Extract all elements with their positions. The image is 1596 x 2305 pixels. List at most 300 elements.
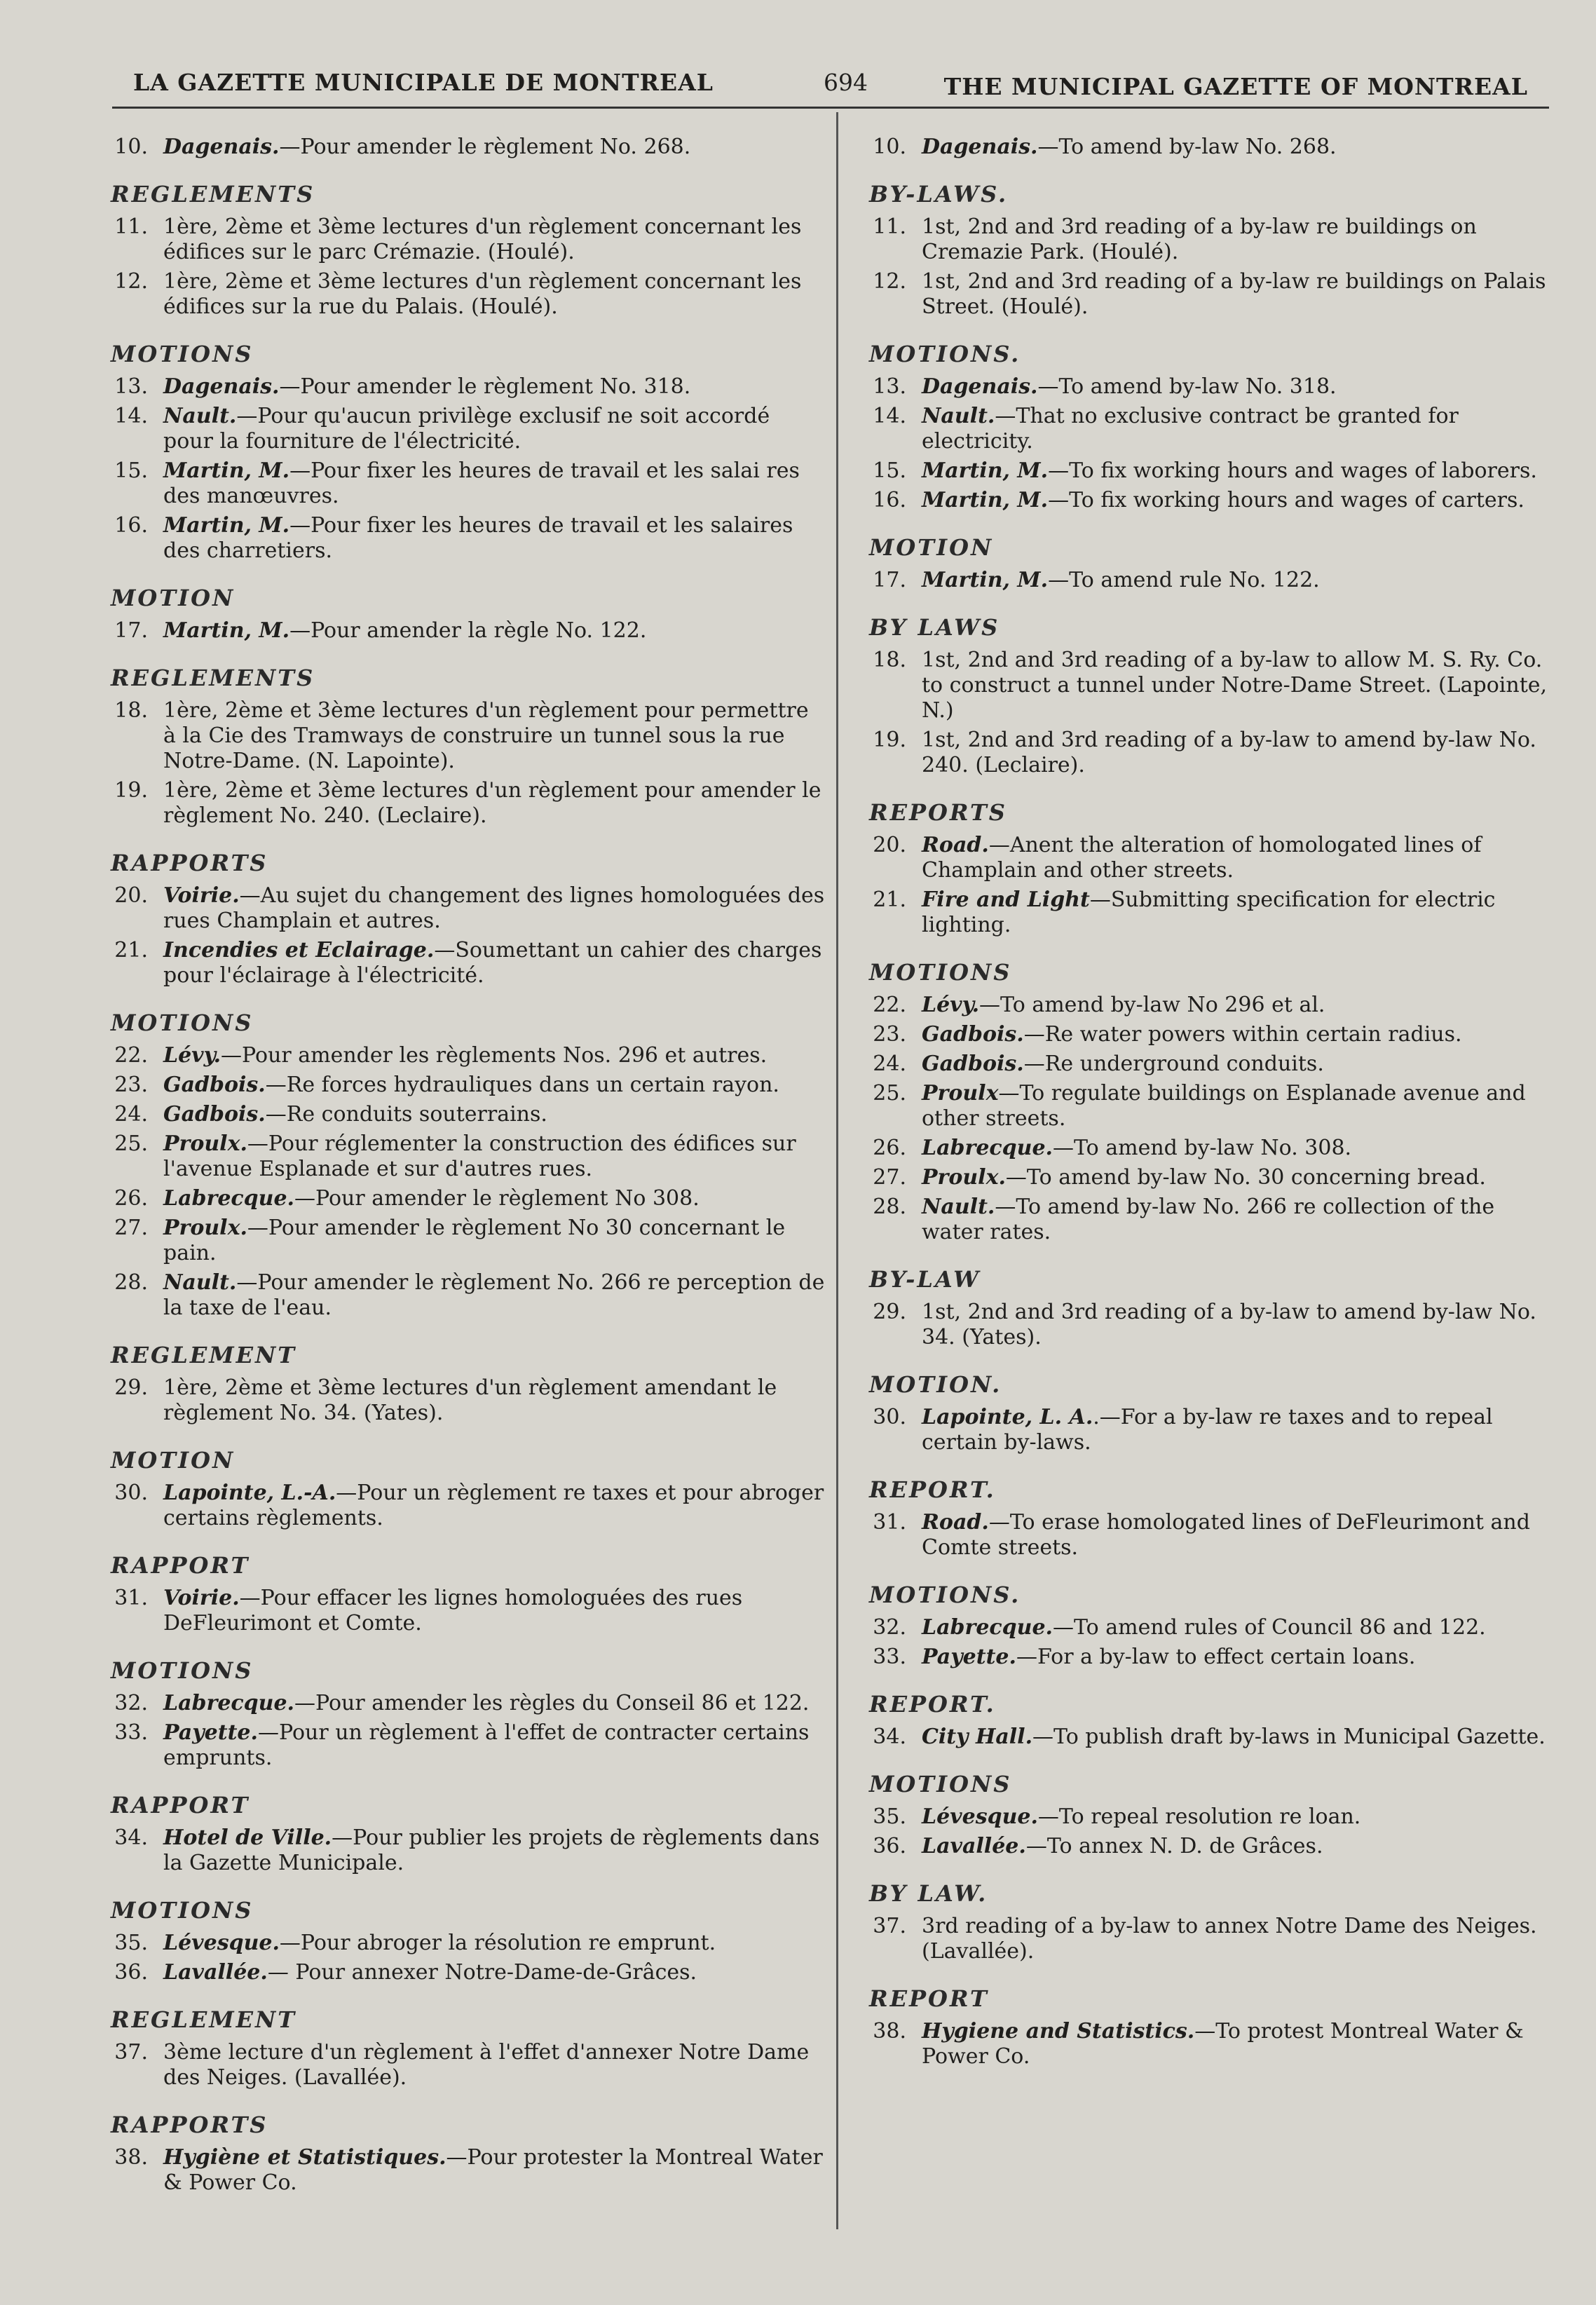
agenda-item [90, 1131, 826, 1182]
item-description: —Re forces hydrauliques dans un certain rayon. [265, 1073, 779, 1097]
section-heading: REGLEMENT [111, 2006, 297, 2033]
header-rule [112, 107, 1549, 109]
item-description: —To amend by-law No. 266 re collection of the water rates. [922, 1195, 1495, 1244]
agenda-item [90, 778, 826, 829]
item-number: 19. [114, 778, 148, 803]
item-mover: Hotel de Ville. [163, 1825, 332, 1850]
item-text [922, 1405, 1556, 1455]
item-mover: Payette. [922, 1645, 1016, 1669]
item-text [922, 1136, 1556, 1161]
item-description: —Pour un règlement re taxes et pour abroger certains règlements. [163, 1481, 824, 1530]
item-text [922, 728, 1556, 778]
item-mover: Lévy. [163, 1043, 221, 1068]
item-number: 38. [873, 2019, 906, 2044]
item-text [163, 778, 826, 829]
agenda-item [90, 1931, 826, 1956]
agenda-item [848, 1165, 1556, 1190]
item-number: 22. [873, 993, 906, 1017]
agenda-item [848, 1136, 1556, 1161]
item-number: 36. [114, 1960, 148, 1985]
item-description: —Pour amender le règlement No 308. [294, 1186, 700, 1211]
item-mover: Lapointe, L.-A. [163, 1481, 336, 1505]
agenda-item [848, 2019, 1556, 2069]
section-heading: MOTION [869, 534, 994, 561]
agenda-item [90, 1691, 826, 1716]
item-text [163, 1481, 826, 1531]
item-description: —Re conduits souterrains. [265, 1102, 547, 1127]
item-description: —To protest Montreal Water & Power Co. [922, 2019, 1524, 2069]
item-description: —Pour amender le règlement No. 318. [279, 374, 691, 399]
section-heading: MOTIONS [111, 1009, 254, 1036]
item-number: 18. [873, 648, 906, 672]
agenda-item [90, 698, 826, 774]
item-mover: Dagenais. [163, 135, 280, 159]
item-number: 21. [873, 888, 906, 912]
item-number: 15. [114, 458, 148, 483]
section-heading: MOTIONS. [869, 1582, 1021, 1608]
item-number: 22. [114, 1043, 148, 1068]
agenda-item [90, 404, 826, 454]
agenda-item [848, 135, 1556, 160]
item-mover: City Hall. [922, 1725, 1033, 1749]
item-number: 37. [873, 1914, 906, 1938]
item-description: —Pour amender le règlement No. 266 re perception de la taxe de l'eau. [163, 1270, 825, 1320]
item-number: 32. [873, 1615, 906, 1640]
column-divider [836, 112, 838, 2229]
item-mover: Labrecque. [163, 1186, 294, 1211]
agenda-item [90, 1586, 826, 1636]
item-text [922, 1615, 1556, 1640]
section-heading: MOTIONS [111, 1657, 254, 1684]
item-text [922, 1165, 1556, 1190]
item-description: —Pour protester la Montreal Water & Power Co. [163, 2145, 823, 2195]
item-mover: Lévesque. [922, 1804, 1038, 1829]
section-heading: MOTIONS [869, 959, 1012, 986]
item-mover: Voirie. [163, 883, 240, 908]
item-description: 3ème lecture d'un règlement à l'effet d'annexer Notre Dame des Neiges. (Lavallée). [163, 2040, 810, 2090]
item-number: 10. [873, 135, 906, 159]
item-mover: Lavallée. [922, 1834, 1026, 1858]
item-mover: Dagenais. [922, 374, 1038, 399]
item-description: —Pour qu'aucun privilège exclusif ne soit accordé pour la fourniture de l'électricité. [163, 404, 770, 454]
item-description: .—For a by-law re taxes and to repeal certain by-laws. [922, 1405, 1493, 1455]
agenda-item [848, 1081, 1556, 1131]
agenda-item [90, 1270, 826, 1321]
item-description: —Pour fixer les heures de travail et les salaires des charretiers. [163, 513, 793, 563]
item-text [163, 1270, 826, 1321]
item-text [163, 698, 826, 774]
item-description: —Pour amender les règlements Nos. 296 et autres. [221, 1043, 768, 1068]
agenda-item [90, 883, 826, 934]
item-description: —Pour amender le règlement No 30 concernant le pain. [163, 1216, 786, 1265]
item-mover: Nault. [922, 404, 995, 428]
item-description: 1ère, 2ème et 3ème lectures d'un règlement concernant les édifices sur le parc Crémazie. (Houlé). [163, 215, 802, 264]
item-text [163, 2040, 826, 2090]
agenda-item [90, 1960, 826, 1985]
item-mover: Proulx. [163, 1131, 247, 1156]
item-number: 25. [873, 1081, 906, 1106]
item-text [922, 1300, 1556, 1350]
item-text [922, 488, 1556, 513]
agenda-item [90, 1043, 826, 1068]
item-text [922, 135, 1556, 160]
agenda-item [90, 1720, 826, 1771]
item-mover: Proulx [922, 1081, 999, 1106]
item-description: 1ère, 2ème et 3ème lectures d'un règlement pour permettre à la Cie des Tramways de construire un tunnel sous la rue Notre-Dame. (N. Lapointe). [163, 698, 809, 773]
item-number: 20. [114, 883, 148, 908]
item-description: —Submitting specification for electric lighting. [922, 888, 1496, 937]
item-number: 31. [114, 1586, 148, 1610]
item-description: —To regulate buildings on Esplanade avenue and other streets. [922, 1081, 1526, 1131]
item-number: 21. [114, 938, 148, 963]
section-heading: REPORT [869, 1985, 989, 2012]
item-number: 23. [114, 1073, 148, 1097]
agenda-item [90, 1825, 826, 1876]
item-description: —Pour amender la règle No. 122. [289, 618, 647, 643]
item-mover: Nault. [163, 404, 237, 428]
section-heading: REPORT. [869, 1476, 996, 1503]
item-mover: Gadbois. [163, 1102, 266, 1127]
item-mover: Martin, M. [922, 568, 1049, 592]
item-description: —Pour effacer les lignes homologuées des rues DeFleurimont et Comte. [163, 1586, 743, 1636]
item-number: 13. [873, 374, 906, 399]
item-number: 35. [873, 1804, 906, 1829]
item-number: 37. [114, 2040, 148, 2065]
item-text [163, 1586, 826, 1636]
section-heading: REGLEMENTS [111, 665, 315, 691]
section-heading: REGLEMENT [111, 1342, 297, 1368]
item-mover: Hygiène et Statistiques. [163, 2145, 446, 2170]
agenda-item [848, 1510, 1556, 1561]
agenda-item [848, 1725, 1556, 1750]
agenda-item [848, 269, 1556, 320]
item-number: 16. [873, 488, 906, 512]
agenda-item [848, 833, 1556, 883]
agenda-item [90, 938, 826, 988]
item-number: 36. [873, 1834, 906, 1858]
item-number: 27. [114, 1216, 148, 1240]
section-heading: BY LAWS [869, 614, 1000, 641]
item-description: —Pour publier les projets de règlements dans la Gazette Municipale. [163, 1825, 820, 1875]
item-text [922, 888, 1556, 938]
header-title-english: THE MUNICIPAL GAZETTE OF MONTREAL [943, 73, 1528, 100]
item-description: — Pour annexer Notre-Dame-de-Grâces. [267, 1960, 697, 1985]
item-description: 1st, 2nd and 3rd reading of a by-law to amend by-law No. 34. (Yates). [922, 1300, 1536, 1349]
item-number: 17. [114, 618, 148, 643]
item-number: 33. [114, 1720, 148, 1745]
agenda-item [848, 374, 1556, 400]
agenda-item [848, 1405, 1556, 1455]
item-number: 14. [114, 404, 148, 428]
section-heading: MOTIONS. [869, 341, 1021, 367]
item-number: 30. [114, 1481, 148, 1505]
item-text [922, 1914, 1556, 1964]
item-text [163, 215, 826, 265]
item-description: —To publish draft by-laws in Municipal Gazette. [1032, 1725, 1546, 1749]
item-text [922, 374, 1556, 400]
item-number: 12. [873, 269, 906, 294]
agenda-item [90, 458, 826, 509]
item-description: —For a by-law to effect certain loans. [1016, 1645, 1416, 1669]
item-description: —To repeal resolution re loan. [1037, 1804, 1361, 1829]
item-number: 13. [114, 374, 148, 399]
english-column [848, 132, 1556, 2074]
item-description: —Pour réglementer la construction des édifices sur l'avenue Esplanade et sur d'autres rues. [163, 1131, 796, 1181]
agenda-item [848, 1300, 1556, 1350]
item-description: —Anent the alteration of homologated lines of Champlain and other streets. [922, 833, 1482, 883]
header-title-french: LA GAZETTE MUNICIPALE DE MONTREAL [133, 69, 714, 96]
item-mover: Nault. [163, 1270, 237, 1295]
agenda-item [90, 1073, 826, 1098]
section-heading: MOTIONS [869, 1771, 1012, 1797]
item-description: —To amend rule No. 122. [1048, 568, 1320, 592]
agenda-item [90, 2145, 826, 2196]
item-mover: Road. [922, 833, 989, 857]
item-number: 12. [114, 269, 148, 294]
item-description: —To amend by-law No. 30 concerning bread. [1005, 1165, 1486, 1190]
item-text [163, 1216, 826, 1266]
item-mover: Incendies et Eclairage. [163, 938, 435, 963]
item-description: —To fix working hours and wages of carters. [1048, 488, 1525, 512]
item-number: 14. [873, 404, 906, 428]
item-description: 1st, 2nd and 3rd reading of a by-law re buildings on Palais Street. (Houlé). [922, 269, 1546, 319]
item-text [922, 458, 1556, 484]
section-heading: MOTION [111, 1447, 236, 1474]
section-heading: RAPPORT [111, 1792, 250, 1818]
item-number: 38. [114, 2145, 148, 2170]
page-header [133, 63, 1528, 105]
item-description: —Re underground conduits. [1023, 1052, 1324, 1076]
item-text [922, 1052, 1556, 1077]
agenda-item [90, 135, 826, 160]
item-text [163, 1931, 826, 1956]
item-description: 1ère, 2ème et 3ème lectures d'un règlement concernant les édifices sur la rue du Palais. (Houlé). [163, 269, 802, 319]
item-text [163, 404, 826, 454]
item-text [163, 513, 826, 564]
item-mover: Lévesque. [163, 1931, 280, 1955]
item-text [922, 993, 1556, 1018]
section-heading: REPORTS [869, 799, 1007, 826]
item-number: 29. [873, 1300, 906, 1324]
item-number: 24. [873, 1052, 906, 1076]
item-number: 23. [873, 1022, 906, 1047]
section-heading: BY LAW. [869, 1880, 988, 1907]
agenda-item [848, 1022, 1556, 1047]
item-description: —To annex N. D. de Grâces. [1025, 1834, 1323, 1858]
agenda-item [848, 1834, 1556, 1859]
item-mover: Dagenais. [922, 135, 1038, 159]
item-number: 28. [114, 1270, 148, 1295]
item-text [922, 648, 1556, 723]
item-mover: Dagenais. [163, 374, 280, 399]
section-heading: RAPPORT [111, 1552, 250, 1579]
section-heading: MOTIONS [111, 1897, 254, 1924]
section-heading: REGLEMENTS [111, 181, 315, 208]
agenda-item [90, 1375, 826, 1426]
item-text [163, 1131, 826, 1182]
item-description: —Pour amender le règlement No. 268. [279, 135, 691, 159]
page-number: 694 [824, 69, 868, 96]
agenda-item [90, 269, 826, 320]
agenda-item [848, 488, 1556, 513]
item-text [163, 1073, 826, 1098]
item-text [163, 1102, 826, 1127]
item-number: 15. [873, 458, 906, 483]
item-mover: Payette. [163, 1720, 258, 1745]
item-text [922, 1510, 1556, 1561]
item-text [163, 1043, 826, 1068]
item-text [163, 1720, 826, 1771]
item-mover: Hygiene and Statistics. [922, 2019, 1195, 2044]
item-text [163, 1960, 826, 1985]
item-number: 30. [873, 1405, 906, 1429]
section-heading: MOTION. [869, 1371, 1002, 1398]
item-mover: Nault. [922, 1195, 995, 1219]
agenda-item [90, 1186, 826, 1211]
item-mover: Lévy. [922, 993, 980, 1017]
item-text [922, 833, 1556, 883]
item-number: 20. [873, 833, 906, 857]
section-heading: MOTION [111, 585, 236, 611]
item-text [163, 1186, 826, 1211]
item-text [163, 1375, 826, 1426]
agenda-item [90, 2040, 826, 2090]
agenda-item [848, 1195, 1556, 1245]
agenda-item [848, 1914, 1556, 1964]
item-number: 25. [114, 1131, 148, 1156]
item-description: —Pour fixer les heures de travail et les salai res des manœuvres. [163, 458, 800, 508]
item-description: —Pour un règlement à l'effet de contracter certains emprunts. [163, 1720, 810, 1770]
item-number: 27. [873, 1165, 906, 1190]
item-text [922, 1804, 1556, 1830]
item-mover: Martin, M. [922, 488, 1049, 512]
item-number: 33. [873, 1645, 906, 1669]
item-text [922, 1645, 1556, 1670]
agenda-item [90, 1481, 826, 1531]
item-description: 1st, 2nd and 3rd reading of a by-law to amend by-law No. 240. (Leclaire). [922, 728, 1536, 777]
item-description: —Pour amender les règles du Conseil 86 et 122. [294, 1691, 810, 1715]
agenda-item [90, 513, 826, 564]
item-text [163, 269, 826, 320]
item-mover: Gadbois. [163, 1073, 266, 1097]
item-text [163, 374, 826, 400]
item-description: —That no exclusive contract be granted for electricity. [922, 404, 1459, 454]
item-description: 3rd reading of a by-law to annex Notre Dame des Neiges. (Lavallée). [922, 1914, 1537, 1964]
agenda-item [848, 1615, 1556, 1640]
item-text [163, 1691, 826, 1716]
item-mover: Lapointe, L. A. [922, 1405, 1093, 1429]
agenda-item [848, 888, 1556, 938]
item-description: —To fix working hours and wages of laborers. [1048, 458, 1537, 483]
item-text [163, 618, 826, 644]
item-description: —Pour abroger la résolution re emprunt. [279, 1931, 716, 1955]
agenda-item [848, 568, 1556, 593]
item-number: 29. [114, 1375, 148, 1400]
agenda-item [848, 1804, 1556, 1830]
item-number: 19. [873, 728, 906, 752]
section-heading: MOTIONS [111, 341, 254, 367]
item-text [922, 2019, 1556, 2069]
item-description: —To amend by-law No. 308. [1053, 1136, 1352, 1160]
item-mover: Proulx. [163, 1216, 247, 1240]
item-number: 32. [114, 1691, 148, 1715]
item-description: —Soumettant un cahier des charges pour l'éclairage à l'électricité. [163, 938, 822, 988]
item-description: —To amend by-law No 296 et al. [979, 993, 1325, 1017]
item-number: 34. [873, 1725, 906, 1749]
item-number: 11. [873, 215, 906, 239]
section-heading: BY-LAWS. [869, 181, 1009, 208]
item-number: 26. [114, 1186, 148, 1211]
agenda-item [848, 648, 1556, 723]
item-text [922, 269, 1556, 320]
item-text [163, 883, 826, 934]
french-column [90, 132, 826, 2200]
item-mover: Martin, M. [163, 513, 290, 538]
agenda-item [848, 404, 1556, 454]
item-mover: Road. [922, 1510, 989, 1535]
item-text [922, 215, 1556, 265]
item-number: 17. [873, 568, 906, 592]
item-text [163, 135, 826, 160]
item-description: 1st, 2nd and 3rd reading of a by-law re buildings on Cremazie Park. (Houlé). [922, 215, 1477, 264]
item-number: 26. [873, 1136, 906, 1160]
agenda-item [90, 374, 826, 400]
item-number: 35. [114, 1931, 148, 1955]
agenda-item [90, 1216, 826, 1266]
section-heading: RAPPORTS [111, 850, 268, 876]
item-text [163, 2145, 826, 2196]
item-mover: Martin, M. [163, 458, 290, 483]
item-mover: Labrecque. [922, 1136, 1053, 1160]
item-number: 16. [114, 513, 148, 538]
item-text [922, 1081, 1556, 1131]
item-text [922, 404, 1556, 454]
item-number: 34. [114, 1825, 148, 1850]
item-number: 11. [114, 215, 148, 239]
section-heading: BY-LAW [869, 1266, 981, 1293]
item-description: —To amend by-law No. 268. [1037, 135, 1337, 159]
agenda-item [848, 215, 1556, 265]
item-text [163, 938, 826, 988]
item-text [922, 1022, 1556, 1047]
item-text [922, 1725, 1556, 1750]
item-mover: Lavallée. [163, 1960, 268, 1985]
agenda-item [90, 618, 826, 644]
item-mover: Martin, M. [163, 618, 290, 643]
agenda-item [90, 1102, 826, 1127]
item-text [922, 568, 1556, 593]
agenda-item [90, 215, 826, 265]
item-description: 1ère, 2ème et 3ème lectures d'un règlement amendant le règlement No. 34. (Yates). [163, 1375, 777, 1425]
section-heading: RAPPORTS [111, 2112, 268, 2138]
item-mover: Voirie. [163, 1586, 240, 1610]
item-number: 18. [114, 698, 148, 723]
item-text [163, 1825, 826, 1876]
agenda-item [848, 1052, 1556, 1077]
item-description: —To amend by-law No. 318. [1037, 374, 1337, 399]
item-description: —To amend rules of Council 86 and 122. [1053, 1615, 1486, 1640]
agenda-item [848, 728, 1556, 778]
item-description: —Re water powers within certain radius. [1023, 1022, 1462, 1047]
item-number: 24. [114, 1102, 148, 1127]
section-heading: REPORT. [869, 1691, 996, 1718]
item-text [163, 458, 826, 509]
agenda-item [848, 993, 1556, 1018]
item-mover: Labrecque. [922, 1615, 1053, 1640]
item-number: 28. [873, 1195, 906, 1219]
item-description: —To erase homologated lines of DeFleurimont and Comte streets. [922, 1510, 1530, 1560]
item-description: 1st, 2nd and 3rd reading of a by-law to allow M. S. Ry. Co. to construct a tunnel under Notre-Dame Street. (Lapointe, N.) [922, 648, 1548, 723]
